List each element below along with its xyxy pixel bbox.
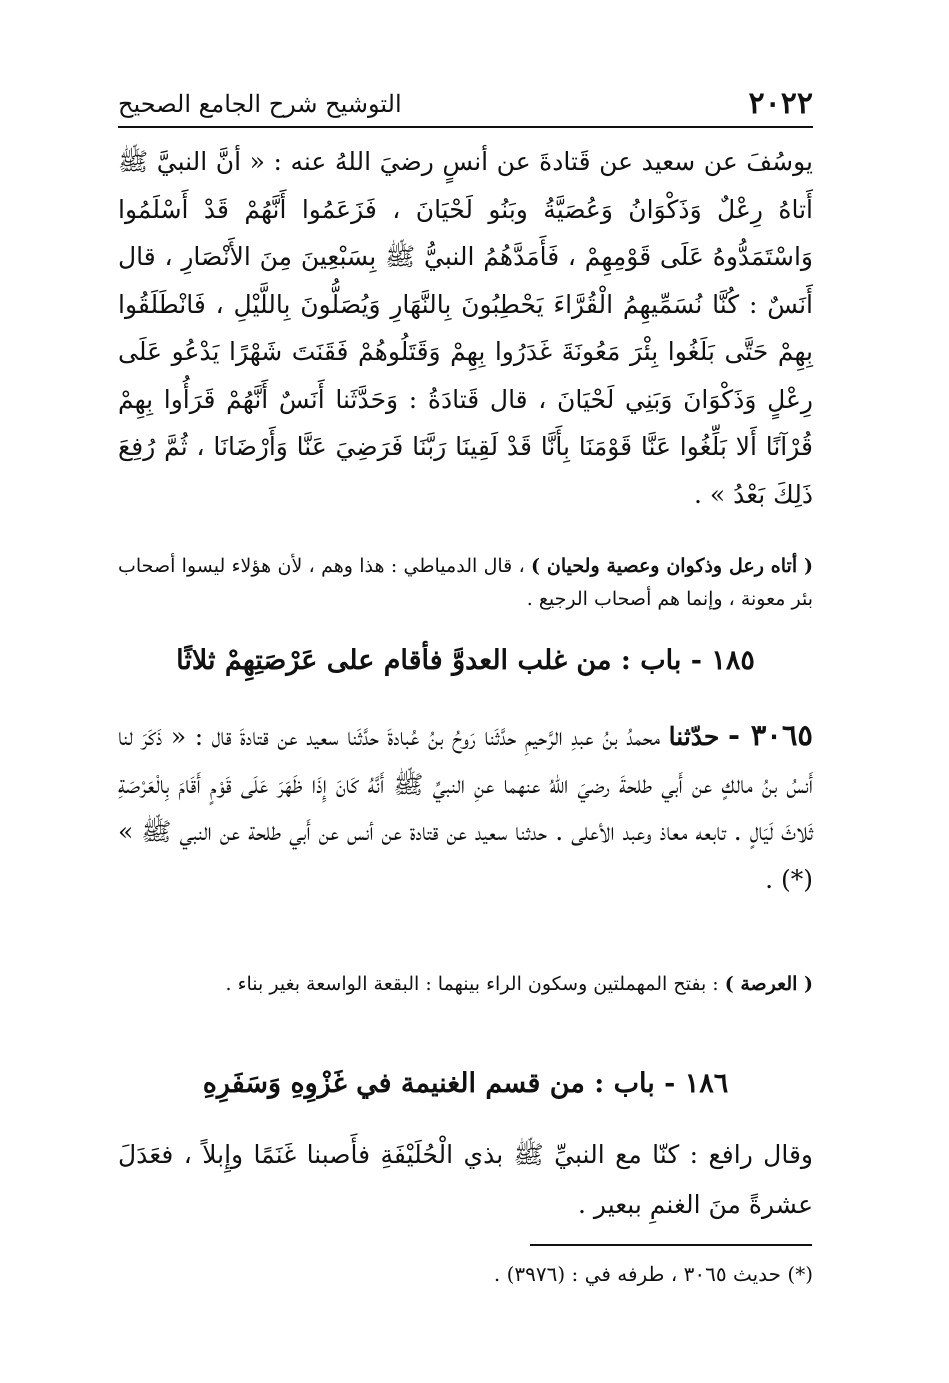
commentary-body: : بفتح المهملتين وسكون الراء بينهما : البقعة الواسعة بغير بناء . <box>225 973 725 995</box>
page-header <box>118 82 813 128</box>
hadith-3065-body: محمدُ بنُ عبدِ الرَّحيمِ حدَّثَنا رَوحُ بنُ عُبادةَ حدَّثَنا سعيد عن قتادةَ قال : « ذَكَرَ لنا أَنسُ بنُ مالكٍ عن أَبي طلحةَ رضيَ اللهُ عنهما عنِ النبيِّ ﷺ أَنَّهُ كَانَ إِذَا ظَهَرَ عَلَى قَوْمٍ أَقَامَ بِالْعَرْصَةِ ثَلاثَ لَيَالٍ . تابعه معاذ وعبد الأعلى . حدثنا سعيد عن قتادة عن أنس عن أَبي طلحة عن النبي ﷺ » (*) . <box>118 722 813 894</box>
hadith-opening-word: حدّثنا <box>668 722 720 751</box>
hadith-previous-text: يوسُفَ عن سعيد عن قَتادةَ عن أنسٍ رضيَ اللهُ عنه : « أنَّ النبيَّ ﷺ أَتاهُ رِعْلٌ وَذَكْوَانُ وَعُصَيَّةُ وبَنُو لَحْيَانَ ، فَزَعَمُوا أَنَّهُمْ قَدْ أَسْلَمُوا وَاسْتَمَدُّوهُ عَلَى قَوْمِهِمْ ، فَأَمَدَّهُمُ النبيُّ ﷺ بِسَبْعِينَ مِنَ الأَنْصَارِ ، قال أَنَسٌ : كُنَّا نُسَمِّيهِمُ الْقُرَّاءَ يَحْطِبُونَ بِالنَّهَارِ وَيُصَلُّونَ بِاللَّيْلِ ، فَانْطَلَقُوا بِهِمْ حَتَّى بَلَغُوا بِئْرَ مَعُونَةَ غَدَرُوا بِهِمْ وَقَتَلُوهُمْ فَقَنَتَ شَهْرًا يَدْعُو عَلَى رِعْلٍ وَذَكْوَانَ وَبَنِي لَحْيَانَ ، قال قَتادَةُ : وَحَدَّثَنا أَنَسٌ أَنَّهُمْ قَرَأُوا بِهِمْ قُرْآنًا أَلا بَلِّغُوا عَنَّا قَوْمَنَا بِأَنَّا قَدْ لَقِينَا رَبَّنَا فَرَضِيَ عَنَّا وَأَرْضَانَا ، ثُمَّ رُفِعَ ذَلِكَ بَعْدُ » . <box>118 147 813 509</box>
commentary-term: ( أتاه رعل وذكوان وعصية ولحيان ) <box>531 555 813 577</box>
chapter-heading-186: ١٨٦ - باب : من قسم الغنيمة في غَزْوِهِ وَسَفَرِهِ <box>202 1068 729 1099</box>
hadith-number: ٣٠٦٥ - <box>727 718 814 752</box>
commentary-arsa <box>118 968 813 1001</box>
commentary-term: ( العرصة ) <box>724 973 813 995</box>
chapter-heading-185: ١٨٥ - باب : من غلب العدوَّ فأقام على عَرْصَتِهِمْ ثلاثًا <box>176 645 755 676</box>
page-number: ٢٠٢٢ <box>748 86 813 121</box>
running-title: التوشيح شرح الجامع الصحيح <box>118 90 402 118</box>
rafi-statement: وقال رافع : كنّا مع النبيِّ ﷺ بذي الْحُلَيْفَةِ فأَصبنا غَنَمًا وإِبلاً ، فعَدَلَ عشرةً منَ الغنمِ ببعير . <box>118 1140 813 1219</box>
hadith-3065 <box>118 712 813 903</box>
commentary-rial-dhakwan <box>118 550 813 616</box>
commentary-body: ، قال الدمياطي : هذا وهم ، لأن هؤلاء ليسوا أصحاب بئر معونة ، وإنما هم أصحاب الرجيع . <box>118 555 813 610</box>
footnote-divider <box>530 1244 812 1246</box>
footnote: (*) حديث ٣٠٦٥ ، طرفه في : (٣٩٧٦) . <box>493 1262 813 1286</box>
